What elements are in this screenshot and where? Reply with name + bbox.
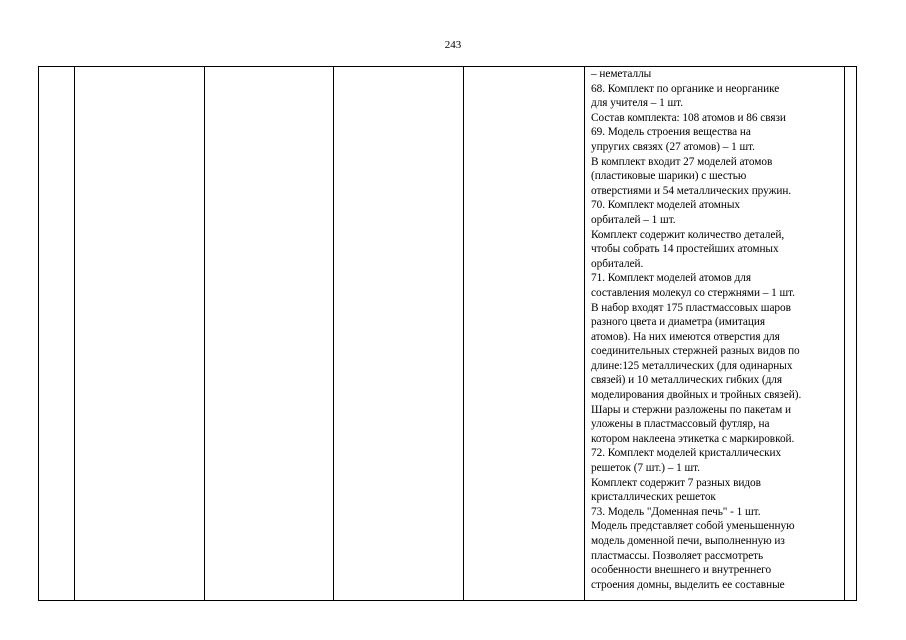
description-line: атомов). На них имеются отверстия для — [591, 330, 780, 343]
description-line: Комплект содержит количество деталей, — [591, 228, 785, 241]
table-cell-col-4 — [334, 67, 464, 601]
description-line: соединительных стержней разных видов по — [591, 345, 800, 358]
description-line: 71. Комплект моделей атомов для — [591, 272, 751, 285]
table-cell-description — [585, 67, 845, 601]
description-line: пластмассы. Позволяет рассмотреть — [591, 549, 764, 562]
table-row — [39, 67, 857, 601]
description-line: уложены в пластмассовый футляр, на — [591, 418, 770, 431]
description-line: Состав комплекта: 108 атомов и 86 связи — [591, 111, 786, 124]
table-cell-col-1 — [39, 67, 75, 601]
description-line: орбиталей – 1 шт. — [591, 213, 676, 226]
description-line: упругих связях (27 атомов) – 1 шт. — [591, 140, 755, 153]
specification-table — [38, 66, 857, 601]
description-line: кристаллических решеток — [591, 491, 716, 504]
description-line: Комплект содержит 7 разных видов — [591, 476, 761, 489]
description-line: модель доменной печи, выполненную из — [591, 535, 785, 547]
description-line: составления молекул со стержнями – 1 шт. — [591, 286, 795, 299]
description-line: строения домны, выделить ее составные — [591, 578, 785, 591]
page-number: 243 — [444, 39, 462, 51]
description-line: Модель представляет собой уменьшенную — [591, 520, 795, 533]
description-line: 70. Комплект моделей атомных — [591, 199, 741, 212]
table-cell-col-5 — [464, 67, 585, 601]
description-line: особенности внешнего и внутреннего — [591, 564, 772, 577]
description-line: (пластиковые шарики) с шестью — [591, 170, 747, 183]
table-cell-col-2 — [75, 67, 205, 601]
description-line: В комплект входит 27 моделей атомов — [591, 155, 773, 168]
table-cell-col-7 — [845, 67, 857, 601]
description-line: 69. Модель строения вещества на — [591, 126, 751, 139]
description-line: связей) и 10 металлических гибких (для — [591, 374, 783, 387]
description-line: разного цвета и диаметра (имитация — [591, 316, 765, 329]
description-line: – неметаллы — [591, 68, 652, 80]
description-line: В набор входят 175 пластмассовых шаров — [591, 301, 791, 314]
description-line: чтобы собрать 14 простейших атомных — [591, 243, 779, 256]
description-line: длине:125 металлических (для одинарных — [591, 359, 793, 372]
table-cell-col-3 — [205, 67, 334, 601]
description-line: Шары и стержни разложены по пакетам и — [591, 403, 791, 416]
description-line: 68. Комплект по органике и неорганике — [591, 82, 780, 95]
description-line: отверстиями и 54 металлических пружин. — [591, 184, 792, 197]
description-line: орбиталей. — [591, 257, 644, 270]
description-line: для учителя – 1 шт. — [591, 97, 683, 110]
description-line: 73. Модель "Доменная печь" - 1 шт. — [591, 505, 761, 518]
description-line: решеток (7 шт.) – 1 шт. — [591, 462, 700, 475]
description-line: моделирования двойных и тройных связей). — [591, 389, 802, 402]
description-line: 72. Комплект моделей кристаллических — [591, 447, 782, 460]
description-line: котором наклеена этикетка с маркировкой. — [591, 432, 795, 445]
